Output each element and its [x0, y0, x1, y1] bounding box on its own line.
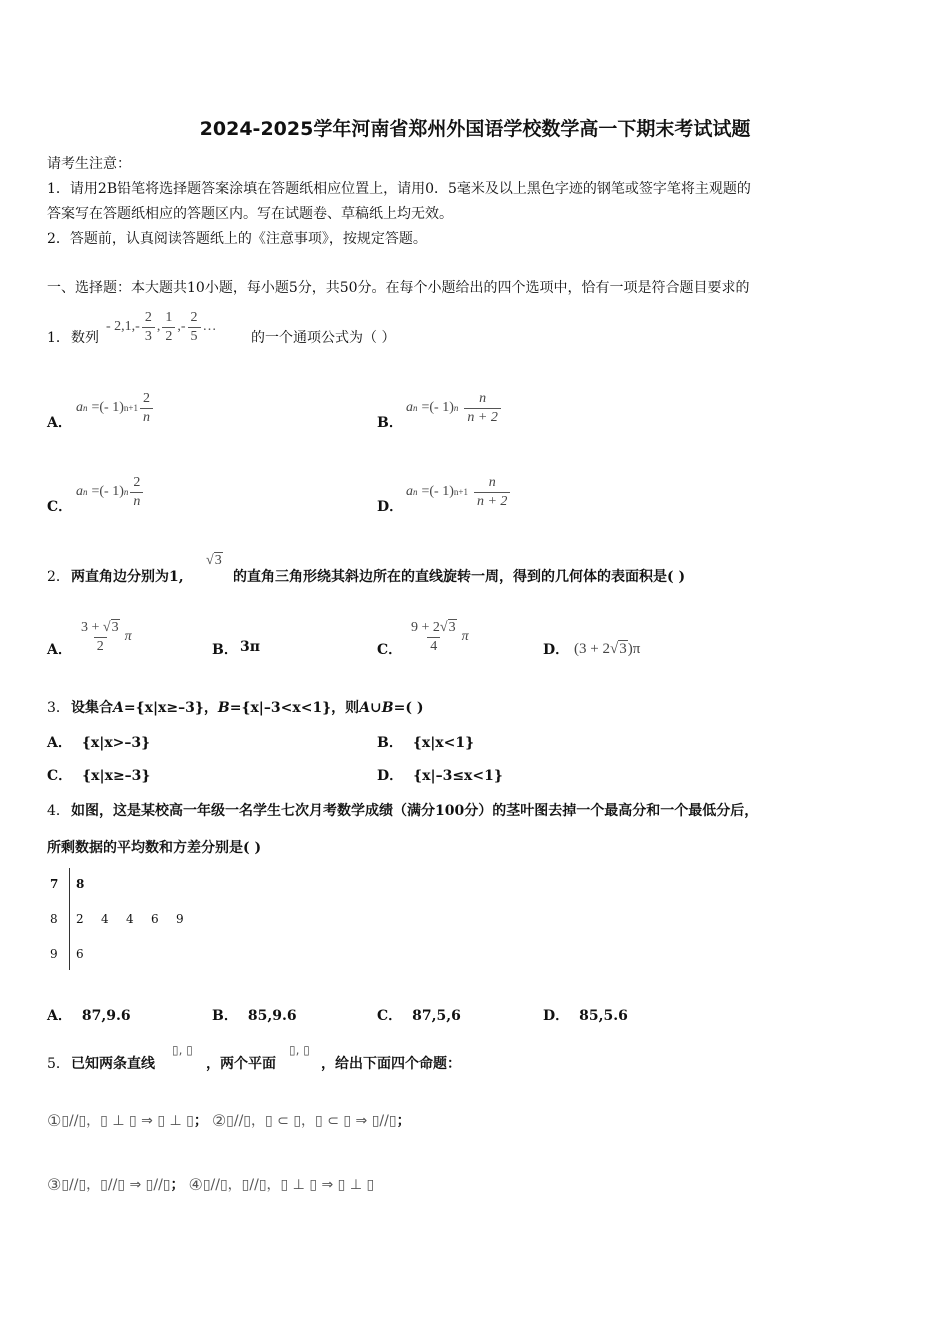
stem-9: 9 — [50, 947, 58, 961]
leaf-8-4: 9 — [176, 912, 184, 926]
leaf-8-2: 4 — [126, 912, 134, 926]
q4-option-c: C． 87,5,6 — [377, 1008, 461, 1024]
page-title: 2024-2025学年河南省郑州外国语学校数学高一下期末考试试题 — [199, 118, 751, 140]
q5-lines-symbols: ▯, ▯ — [172, 1043, 193, 1057]
leaf-8-3: 6 — [151, 912, 159, 926]
proposition-3-marker: ③ — [47, 1174, 62, 1194]
q5-number: 5． — [47, 1056, 70, 1072]
q1-fraction-1: $\frac{2}{3}$ — [142, 309, 155, 346]
q2-option-b-text: 3π — [240, 639, 260, 655]
q1-option-b-label: B． — [377, 415, 403, 431]
stem-8: 8 — [50, 912, 58, 926]
proposition-4: ▯//▯，▯//▯，▯ ⊥ ▯ ⇒ ▯ ⊥ ▯ — [202, 1177, 375, 1193]
q2-suffix: 的直角三角形绕其斜边所在的直线旋转一周，得到的几何体的表面积是( ) — [233, 569, 686, 585]
leaf-8-1: 4 — [101, 912, 109, 926]
q1-option-a-formula: a n =(- 1) n+1 $\frac{2}{n}$ — [76, 385, 155, 431]
q4-line-2: 所剩数据的平均数和方差分别是( ) — [47, 840, 262, 856]
q1-option-c-formula: a n =(- 1) n $\frac{2}{n}$ — [76, 469, 145, 515]
q3-stem: 设集合A={x|x≥–3}，B={x|–3<x<1}，则A∪B=( ) — [71, 700, 424, 716]
q4-option-d: D． 85,5.6 — [543, 1008, 628, 1024]
q4-option-b: B． 85,9.6 — [212, 1008, 297, 1024]
proposition-3: ▯//▯，▯//▯ ⇒ ▯//▯ — [61, 1177, 171, 1193]
q2-sqrt3: √3 — [206, 553, 222, 568]
q5-planes-symbols: ▯, ▯ — [289, 1043, 310, 1057]
q1-option-d-formula: a n =(- 1) n+1 $\frac{n}{n + 2}$ — [406, 469, 512, 515]
q1-option-c-label: C． — [47, 499, 73, 515]
q5-middle: ，两个平面 — [206, 1056, 276, 1072]
q2-prefix: 两直角边分别为1, — [71, 569, 184, 585]
q4-option-a: A． 87,9.6 — [47, 1008, 131, 1024]
q5-propositions-3-4: ③ ▯//▯，▯//▯ ⇒ ▯//▯ ； ④ ▯//▯，▯//▯，▯ ⊥ ▯ ⇒ ▯ ⊥ ▯ — [47, 1174, 375, 1194]
proposition-2-marker: ② — [211, 1110, 227, 1130]
stem-leaf-divider — [69, 868, 70, 970]
leaf-9-0: 6 — [76, 947, 84, 961]
proposition-1: ▯//▯，▯ ⊥ ▯ ⇒ ▯ ⊥ ▯ — [61, 1113, 194, 1129]
q2-option-d-formula: (3 + 2√3)π — [574, 641, 641, 657]
q2-option-c-label: C． — [377, 642, 403, 658]
q2-option-b-label: B． — [212, 642, 238, 658]
notice-line-2: 2．答题前，认真阅读答题纸上的《注意事项》，按规定答题。 — [47, 231, 427, 247]
proposition-1-marker: ① — [47, 1110, 62, 1130]
notice-heading: 请考生注意： — [47, 156, 131, 172]
q1-suffix: 的一个通项公式为（ ） — [251, 330, 396, 346]
q4-line-1: 如图，这是某校高一年级一名学生七次月考数学成绩（满分100分）的茎叶图去掉一个最高分和一个最低分后， — [71, 803, 759, 819]
q1-option-b-formula: a n =(- 1) n $\frac{n}{n + 2}$ — [406, 385, 503, 431]
q1-fraction-3: $\frac{2}{5}$ — [188, 309, 201, 346]
q1-fraction-2: $\frac{1}{2}$ — [162, 309, 175, 346]
q3-number: 3． — [47, 700, 70, 716]
q5-prefix: 已知两条直线 — [71, 1056, 155, 1072]
q1-seq-start: - 2,1,- — [106, 319, 140, 334]
q1-option-d-label: D． — [377, 499, 404, 515]
q5-suffix: ，给出下面四个命题： — [321, 1056, 461, 1072]
q1-ellipsis: … — [202, 319, 217, 334]
stem-7: 7 — [50, 877, 59, 891]
q3-option-a: A． {x|x>–3} — [47, 735, 151, 751]
q1-number: 1． — [47, 330, 70, 346]
q1-prefix: 数列 — [71, 330, 99, 346]
q2-number: 2． — [47, 569, 70, 585]
q1-option-a-label: A． — [47, 415, 72, 431]
q2-option-d-label: D． — [543, 642, 570, 658]
notice-line-1: 1．请用2B铅笔将选择题答案涂填在答题纸相应位置上，请用0．5毫米及以上黑色字迹的钢笔或签字笔将主观题的 — [47, 181, 751, 197]
q3-option-b: B． {x|x<1} — [377, 735, 475, 751]
q2-option-c-formula: $\frac{9 + 2√3}{4}$ π — [411, 619, 469, 654]
q3-option-d: D． {x|–3≤x<1} — [377, 768, 503, 784]
q5-propositions-1-2: ① ▯//▯，▯ ⊥ ▯ ⇒ ▯ ⊥ ▯ ； ② ▯//▯，▯ ⊂ ▯，▯ ⊂ ▯ ⇒ ▯//▯ ； — [47, 1110, 411, 1130]
q2-option-a-formula: $\frac{3 + √3}{2}$ π — [81, 619, 132, 654]
q2-option-a-label: A． — [47, 642, 72, 658]
notice-line-1b: 答案写在答题纸相应的答题区内。写在试题卷、草稿纸上均无效。 — [47, 206, 453, 222]
leaf-8-0: 2 — [76, 912, 84, 926]
leaf-7-0: 8 — [76, 877, 85, 891]
q4-number: 4． — [47, 803, 70, 819]
q1-sequence: - 2,1,- $\frac{2}{3}$ , $\frac{1}{2}$ ,- $\frac{2}{5}$ … — [106, 309, 217, 344]
proposition-4-marker: ④ — [188, 1174, 203, 1194]
proposition-2: ▯//▯，▯ ⊂ ▯，▯ ⊂ ▯ ⇒ ▯//▯ — [226, 1113, 397, 1129]
q3-option-c: C． {x|x≥–3} — [47, 768, 151, 784]
section-heading: 一、选择题：本大题共10小题，每小题5分，共50分。在每个小题给出的四个选项中，恰有一项是符合题目要求的 — [47, 280, 750, 296]
